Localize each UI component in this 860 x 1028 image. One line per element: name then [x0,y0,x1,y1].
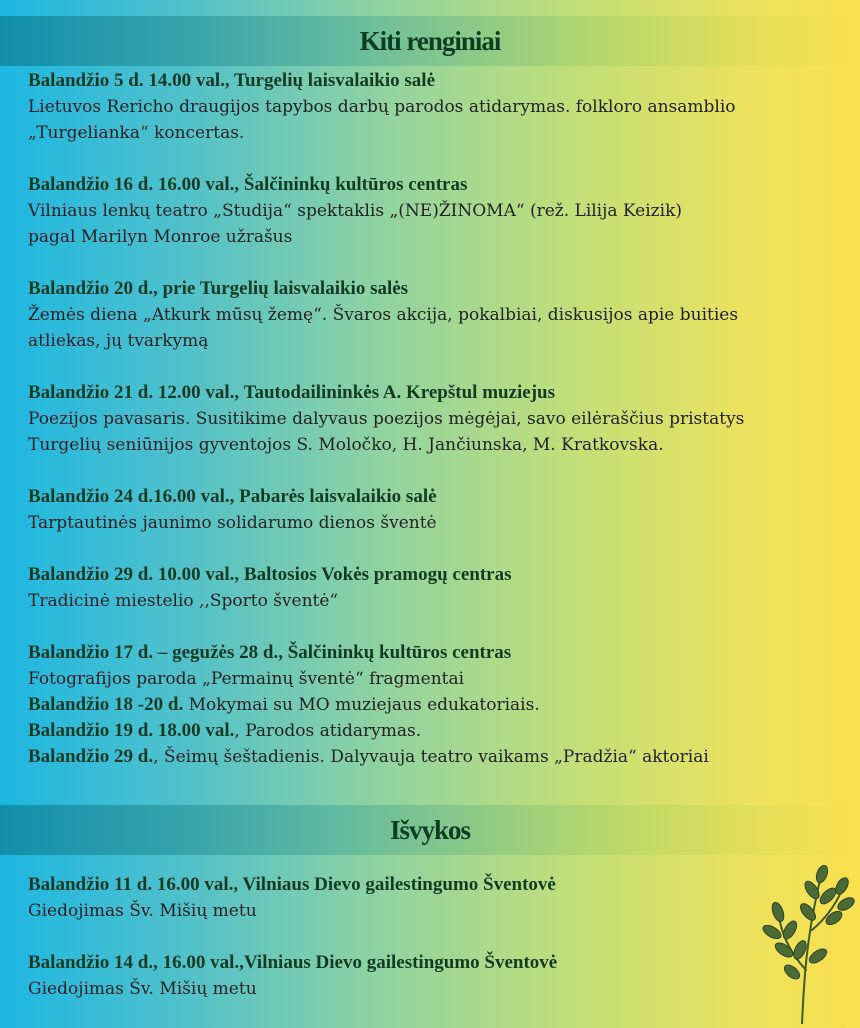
plant-sprig-icon [762,860,858,1024]
other-events-list [28,68,838,796]
section-banner-trips [0,805,860,855]
event-item [28,276,838,354]
event-description: Lietuvos Rericho draugijos tapybos darbų parodos atidarymas. folkloro ansamblio [28,97,736,117]
subitem-date: Balandžio 19 d. 18.00 val. [28,720,235,741]
exhibition-subitem [28,692,838,718]
event-description: Turgelių seniūnijos gyventojos S. Moločko, H. Jančiunska, M. Kratkovska. [28,435,664,455]
event-item [28,172,838,250]
section-title-other-events: Kiti renginiai [359,26,501,56]
event-description: atliekas, jų tvarkymą [28,331,209,351]
trip-heading: Balandžio 11 d. 16.00 val., Vilniaus Dievo gailestingumo Šventovė [28,874,556,895]
event-description: Tradicinė miestelio ,,Sporto šventė“ [28,591,339,611]
trip-item [28,872,838,924]
event-heading: Balandžio 21 d. 12.00 val., Tautodailininkės A. Krepštul muziejus [28,382,556,403]
event-item [28,68,838,146]
trips-list [28,872,838,1028]
subitem-text: , Parodos atidarymas. [234,721,422,741]
event-heading: Balandžio 20 d., prie Turgelių laisvalaikio salės [28,278,409,299]
exhibition-item [28,640,838,770]
subitem-date: Balandžio 29 d. [28,746,154,767]
subitem-date: Balandžio 18 -20 d. [28,694,184,715]
exhibition-subitem [28,718,838,744]
event-item [28,562,838,614]
subitem-text: , Šeimų šeštadienis. Dalyvauja teatro vaikams „Pradžia“ aktoriai [153,747,709,767]
section-title-trips: Išvykos [389,815,471,845]
event-description: Poezijos pavasaris. Susitikime dalyvaus poezijos mėgėjai, savo eilėraščius pristatys [28,409,745,429]
exhibition-subitem [28,744,838,770]
event-description: pagal Marilyn Monroe užrašus [28,227,293,247]
trip-item [28,950,838,1002]
event-item [28,484,838,536]
event-description: Tarptautinės jaunimo solidarumo dienos šventė [28,513,437,533]
event-heading: Balandžio 29 d. 10.00 val., Baltosios Vokės pramogų centras [28,564,512,585]
section-banner-other-events [0,16,860,66]
event-description: Vilniaus lenkų teatro „Studija“ spektaklis „(NE)ŽINOMA“ (rež. Lilija Keizik) [28,201,683,221]
exhibition-description: Fotografijos paroda „Permainų šventė“ fragmentai [28,669,465,689]
event-heading: Balandžio 24 d.16.00 val., Pabarės laisvalaikio salė [28,486,437,507]
exhibition-heading: Balandžio 17 d. – gegužės 28 d., Šalčininkų kultūros centras [28,642,512,663]
event-description: Žemės diena „Atkurk mūsų žemę“. Švaros akcija, pokalbiai, diskusijos apie buities [28,305,739,325]
event-heading: Balandžio 5 d. 14.00 val., Turgelių laisvalaikio salė [28,70,435,91]
trip-description: Giedojimas Šv. Mišių metu [28,979,257,999]
trip-heading: Balandžio 14 d., 16.00 val.,Vilniaus Dievo gailestingumo Šventovė [28,952,558,973]
event-heading: Balandžio 16 d. 16.00 val., Šalčininkų kultūros centras [28,174,468,195]
event-description: „Turgelianka“ koncertas. [28,123,245,143]
subitem-text: Mokymai su MO muziejaus edukatoriais. [183,695,540,715]
event-item [28,380,838,458]
trip-description: Giedojimas Šv. Mišių metu [28,901,257,921]
